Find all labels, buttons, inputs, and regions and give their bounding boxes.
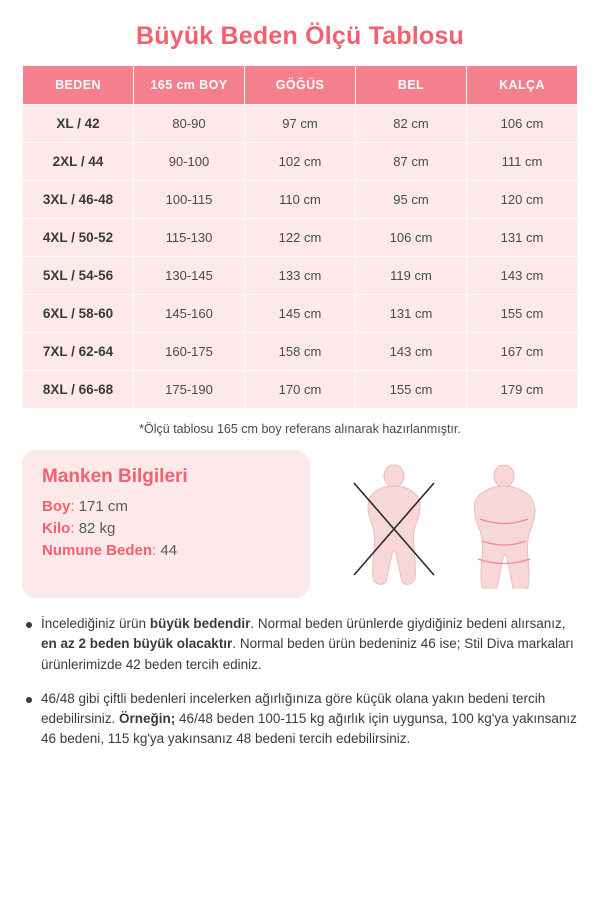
table-cell-boy: 115-130 <box>134 219 245 257</box>
table-cell-gogus: 102 cm <box>245 143 356 181</box>
bullet-dot-icon <box>26 697 32 703</box>
table-cell-gogus: 170 cm <box>245 371 356 409</box>
table-cell-beden: 4XL / 50-52 <box>23 219 134 257</box>
table-cell-bel: 106 cm <box>356 219 467 257</box>
bullet-text <box>41 614 578 675</box>
size-table <box>22 65 578 409</box>
table-cell-boy: 160-175 <box>134 333 245 371</box>
table-row <box>23 333 578 371</box>
table-cell-bel: 143 cm <box>356 333 467 371</box>
table-header-cell-3: BEL <box>356 66 467 105</box>
table-cell-beden: 8XL / 66-68 <box>23 371 134 409</box>
model-info-value: 171 cm <box>78 498 128 515</box>
table-cell-boy: 100-115 <box>134 181 245 219</box>
model-info-value: 44 <box>160 542 178 559</box>
table-cell-kalca: 179 cm <box>467 371 578 409</box>
table-cell-bel: 87 cm <box>356 143 467 181</box>
table-cell-gogus: 97 cm <box>245 105 356 143</box>
table-row <box>23 371 578 409</box>
model-info-row <box>22 450 578 598</box>
table-row <box>23 257 578 295</box>
table-header-cell-0: BEDEN <box>23 66 134 105</box>
model-info-card <box>22 450 310 598</box>
bullet-text-emphasis: büyük bedendir <box>149 616 251 631</box>
model-info-line: Boy: 171 cm <box>42 498 128 515</box>
table-cell-gogus: 133 cm <box>245 257 356 295</box>
model-info-line: Numune Beden: 44 <box>42 542 178 559</box>
table-cell-bel: 95 cm <box>356 181 467 219</box>
bullet-dot-icon <box>26 622 32 628</box>
table-cell-bel: 131 cm <box>356 295 467 333</box>
info-bullets <box>22 614 578 750</box>
table-cell-gogus: 110 cm <box>245 181 356 219</box>
table-header-cell-2: GÖĞÜS <box>245 66 356 105</box>
table-cell-kalca: 155 cm <box>467 295 578 333</box>
table-cell-kalca: 131 cm <box>467 219 578 257</box>
table-cell-gogus: 158 cm <box>245 333 356 371</box>
table-row <box>23 219 578 257</box>
table-cell-gogus: 145 cm <box>245 295 356 333</box>
table-cell-gogus: 122 cm <box>245 219 356 257</box>
table-cell-boy: 90-100 <box>134 143 245 181</box>
table-header-row <box>23 66 578 105</box>
table-cell-boy: 80-90 <box>134 105 245 143</box>
table-row <box>23 105 578 143</box>
table-cell-bel: 155 cm <box>356 371 467 409</box>
bullet-text-emphasis: Örneğin; <box>119 711 176 726</box>
table-row <box>23 295 578 333</box>
bullet-text-emphasis: en az 2 beden büyük olacaktır <box>41 636 233 652</box>
table-cell-kalca: 111 cm <box>467 143 578 181</box>
model-info-line: Kilo: 82 kg <box>42 520 116 537</box>
model-info-label: Kilo <box>42 520 71 537</box>
model-info-label: Numune Beden <box>42 542 153 559</box>
table-cell-boy: 145-160 <box>134 295 245 333</box>
crossed-out-body-figure-icon <box>346 459 442 589</box>
table-cell-boy: 130-145 <box>134 257 245 295</box>
table-cell-beden: 7XL / 62-64 <box>23 333 134 371</box>
table-cell-beden: 6XL / 58-60 <box>23 295 134 333</box>
list-item <box>26 689 578 750</box>
size-table-head <box>23 66 578 105</box>
table-cell-kalca: 167 cm <box>467 333 578 371</box>
table-header-cell-4: KALÇA <box>467 66 578 105</box>
table-cell-beden: XL / 42 <box>23 105 134 143</box>
bullet-text-fragment: . Normal beden ürünlerde giydiğiniz bedeni alırsanız, <box>250 616 566 631</box>
table-cell-kalca: 106 cm <box>467 105 578 143</box>
table-header-cell-1: 165 cm BOY <box>134 66 245 105</box>
bullet-text <box>41 689 578 750</box>
model-info-value: 82 kg <box>78 520 116 537</box>
measured-body-figure-icon <box>456 459 552 589</box>
size-table-body <box>23 105 578 409</box>
table-cell-beden: 2XL / 44 <box>23 143 134 181</box>
table-cell-beden: 3XL / 46-48 <box>23 181 134 219</box>
page-title: Büyük Beden Ölçü Tablosu <box>136 22 464 50</box>
bullet-text-fragment: 46/48 gibi çiftli bedenleri incelerken ağırlığınıza göre küçük olana yakın bedeni tercih edebilirsiniz. <box>41 690 546 726</box>
bullet-text-fragment: 46/48 beden 100-115 kg ağırlık için uygunsa, 100 kg'ya yakınsanız 46 bedeni, 115 kg'ya yakınsanız 48 bedeni tercih edebilirsiniz. <box>41 711 577 747</box>
table-row <box>23 143 578 181</box>
table-row <box>23 181 578 219</box>
model-info-label: Boy <box>42 498 71 515</box>
table-cell-bel: 82 cm <box>356 105 467 143</box>
model-info-heading: Manken Bilgileri <box>42 466 188 487</box>
table-cell-beden: 5XL / 54-56 <box>23 257 134 295</box>
bullet-text-fragment: . Normal beden ürün bedeniniz 46 ise; Stil Diva markaları ürünlerimizde 42 beden tercih ediniz. <box>41 636 574 672</box>
table-cell-bel: 119 cm <box>356 257 467 295</box>
table-cell-kalca: 143 cm <box>467 257 578 295</box>
table-cell-kalca: 120 cm <box>467 181 578 219</box>
table-note: *Ölçü tablosu 165 cm boy referans alınarak hazırlanmıştır. <box>139 422 461 436</box>
table-cell-boy: 175-190 <box>134 371 245 409</box>
body-figures <box>310 450 578 598</box>
bullet-text-fragment: İncelediğiniz ürün <box>41 616 150 631</box>
list-item <box>26 614 578 675</box>
